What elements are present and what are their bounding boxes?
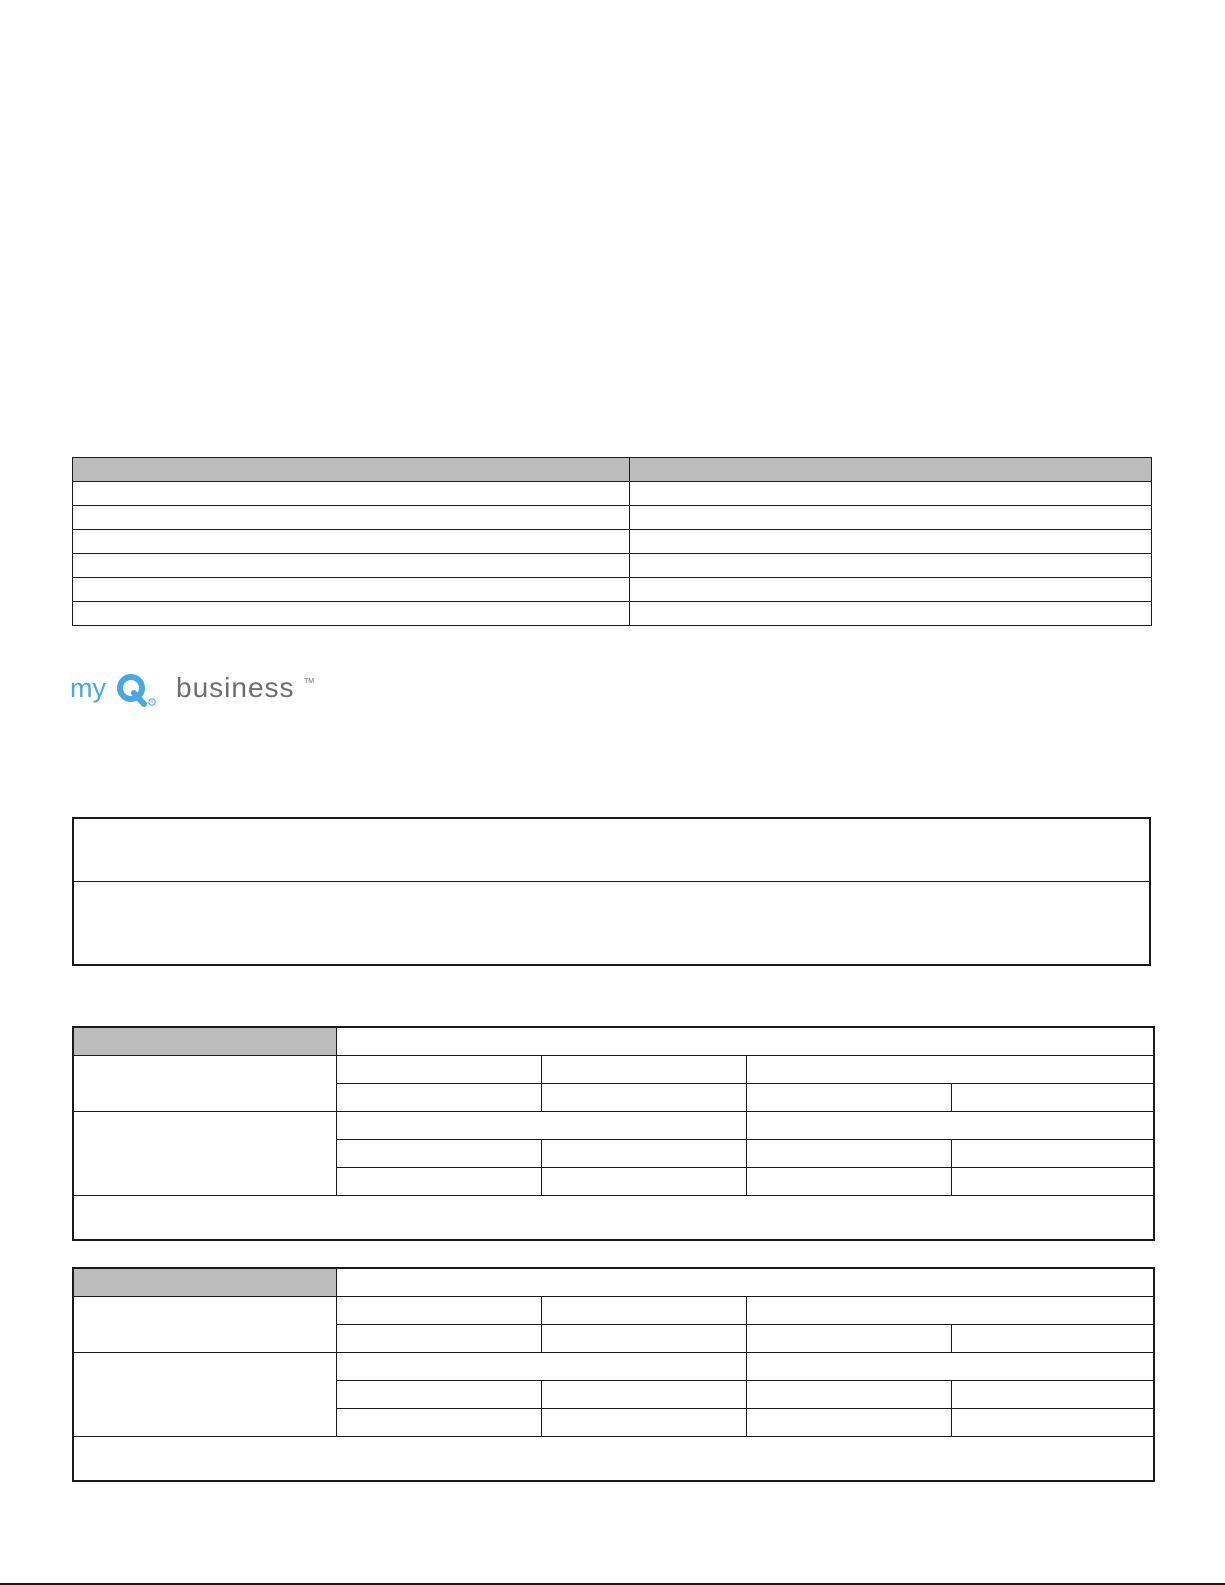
table-cell [746,1409,951,1437]
svg-text:business: business [176,672,295,703]
table-cell [746,1168,951,1196]
table-cell [336,1140,541,1168]
table-cell [73,602,630,626]
table-cell [336,1409,541,1437]
table-cell [746,1056,1154,1084]
schedule-footer [73,1437,1154,1482]
table-cell [746,1084,951,1112]
table-cell [952,1168,1154,1196]
table-cell [746,1297,1154,1325]
schedule-row-label [73,1297,336,1353]
table-cell [952,1140,1154,1168]
table-cell [542,1056,746,1084]
table-row [73,554,1152,578]
table-header-row [73,458,1152,482]
table-cell [542,1297,746,1325]
table-cell [746,1112,1154,1140]
table-cell [630,602,1152,626]
table-cell [630,530,1152,554]
top-table [72,457,1152,626]
table-cell [630,482,1152,506]
table-cell [952,1084,1154,1112]
table-cell [73,554,630,578]
table-header-cell [630,458,1152,482]
table-cell [630,554,1152,578]
table-cell [542,1168,746,1196]
table-cell [336,1056,541,1084]
panel-row [74,819,1149,882]
table-cell [952,1409,1154,1437]
table-row [73,530,1152,554]
table-row [73,506,1152,530]
schedule-row-label [73,1112,336,1196]
table-cell [542,1381,746,1409]
schedule-table [72,1267,1155,1482]
table-cell [73,530,630,554]
table-cell [746,1353,1154,1381]
schedule-label-cell [73,1268,336,1297]
svg-text:R: R [150,699,154,705]
table-row [73,482,1152,506]
svg-text:TM: TM [304,678,315,685]
schedule-footer [73,1196,1154,1241]
table-cell [542,1325,746,1353]
table-cell [542,1084,746,1112]
table-cell [336,1084,541,1112]
table-cell [952,1325,1154,1353]
table-row [73,578,1152,602]
table-header-cell [73,458,630,482]
table-cell [746,1140,951,1168]
table-cell [336,1353,746,1381]
table-cell [952,1381,1154,1409]
table-cell [542,1140,746,1168]
table-cell [336,1297,541,1325]
table-cell [73,482,630,506]
table-cell [336,1381,541,1409]
table-cell [73,506,630,530]
table-cell [336,1325,541,1353]
table-cell [630,578,1152,602]
logo-graphic [70,671,320,717]
schedule-label-cell [73,1027,336,1056]
schedule-row-label [73,1353,336,1437]
table-cell [542,1409,746,1437]
schedule-table [72,1026,1155,1241]
schedule-row-label [73,1056,336,1112]
table-cell [73,578,630,602]
table-cell [630,506,1152,530]
info-panel [72,817,1151,966]
myq-business-logo [70,671,320,717]
svg-text:my: my [70,673,106,703]
table-cell [336,1112,746,1140]
table-row [73,602,1152,626]
schedule-header-cell [336,1027,1154,1056]
schedule-header-cell [336,1268,1154,1297]
table-cell [336,1168,541,1196]
table-cell [746,1381,951,1409]
table-cell [746,1325,951,1353]
